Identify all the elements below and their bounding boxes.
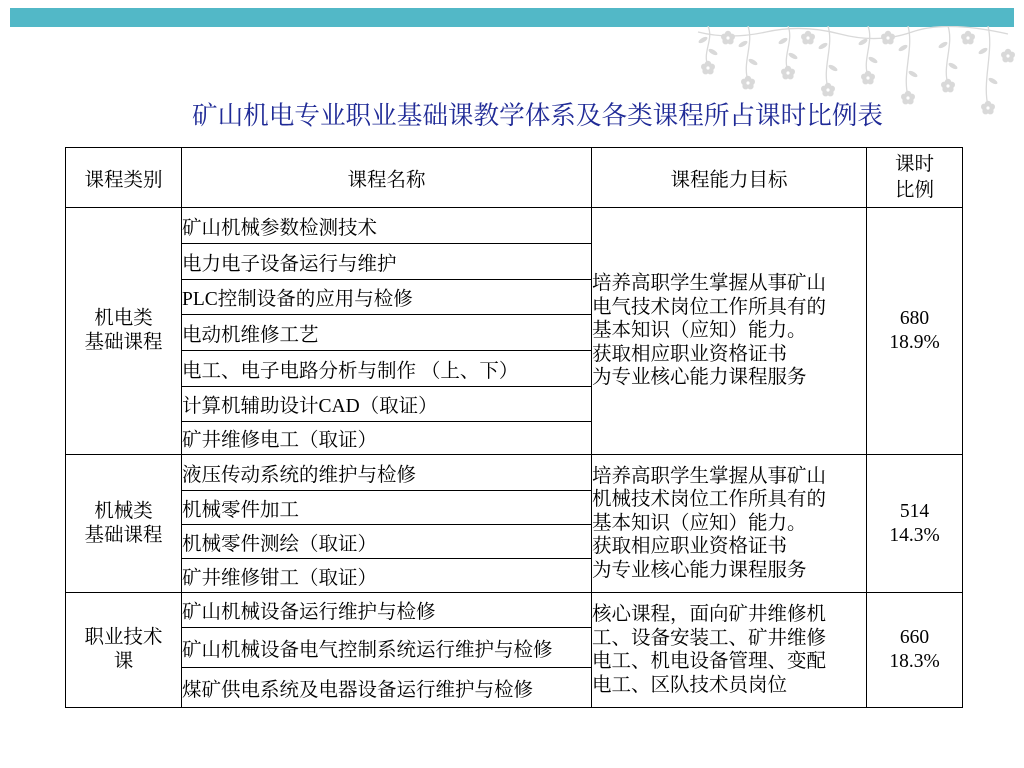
ability-goal-line: 工、设备安装工、矿井维修: [592, 627, 827, 649]
course-name-cell: 矿井维修电工（取证）: [182, 422, 592, 455]
hours-ratio-cell: [867, 455, 963, 593]
ability-goal-line: 获取相应职业资格证书: [592, 343, 788, 365]
course-name-cell: 电工、电子电路分析与制作 （上、下）: [182, 351, 592, 387]
course-name-cell: 煤矿供电系统及电器设备运行维护与检修: [182, 668, 592, 708]
course-name-cell: 矿山机械设备运行维护与检修: [182, 593, 592, 628]
ability-goal-cell: [592, 208, 867, 455]
course-name-cell: PLC控制设备的应用与检修: [182, 280, 592, 315]
category-label-line: 基础课程: [84, 524, 163, 546]
header-row: [66, 148, 963, 208]
ability-goal-line: 核心课程，面向矿井维修机: [592, 604, 827, 625]
course-name-cell: 矿山机械参数检测技术: [182, 208, 592, 244]
hours-value: 514: [899, 500, 930, 522]
table-row: [66, 208, 963, 244]
hours-ratio-cell: [867, 593, 963, 708]
ability-goal-cell: [592, 593, 867, 708]
category-cell: [66, 455, 182, 593]
category-label-line: 职业技术: [84, 627, 163, 648]
course-name-cell: 矿井维修钳工（取证）: [182, 559, 592, 593]
course-name-cell: 液压传动系统的维护与检修: [182, 455, 592, 491]
course-name-cell: 电力电子设备运行与维护: [182, 244, 592, 280]
ability-goal-line: 基本知识（应知）能力。: [592, 512, 807, 534]
table-row: [66, 455, 963, 491]
category-label-line: 基础课程: [84, 332, 163, 353]
header-hours-ratio-line: 比例: [894, 179, 934, 201]
accent-bar: [10, 8, 1014, 27]
ability-goal-line: 获取相应职业资格证书: [592, 536, 788, 558]
ability-goal-line: 电工、机电设备管理、变配: [592, 651, 827, 672]
ability-goal-line: 电工、区队技术员岗位: [592, 674, 788, 696]
hours-value: 660: [899, 627, 930, 648]
category-label-line: 机械类: [94, 500, 153, 522]
category-label-line: 课: [113, 651, 134, 672]
ability-goal-line: 电气技术岗位工作所具有的: [592, 296, 827, 318]
page-title: 矿山机电专业职业基础课教学体系及各类课程所占课时比例表: [191, 101, 884, 130]
header-hours-ratio-line: 课时: [894, 153, 934, 175]
ability-goal-line: 为专业核心能力课程服务: [592, 367, 807, 389]
ability-goal-line: 培养高职学生掌握从事矿山: [592, 273, 827, 295]
course-name-cell: 计算机辅助设计CAD（取证）: [182, 387, 592, 422]
course-name-cell: 电动机维修工艺: [182, 315, 592, 351]
category-cell: [66, 208, 182, 455]
ability-goal-cell: [592, 455, 867, 593]
hours-value: 680: [899, 308, 930, 329]
header-ability-goal: 课程能力目标: [592, 148, 867, 208]
course-name-cell: 矿山机械设备电气控制系统运行维护与检修: [182, 628, 592, 668]
hours-ratio-cell: [867, 208, 963, 455]
ratio-value: 14.3%: [889, 524, 940, 546]
ability-goal-line: 基本知识（应知）能力。: [592, 320, 807, 342]
ability-goal-line: 为专业核心能力课程服务: [592, 559, 807, 581]
category-label-line: 机电类: [94, 308, 153, 329]
course-hours-table: [65, 147, 963, 708]
ratio-value: 18.3%: [889, 651, 940, 672]
course-name-cell: 机械零件测绘（取证）: [182, 525, 592, 559]
table-row: [66, 593, 963, 628]
ratio-value: 18.9%: [889, 332, 940, 353]
ability-goal-line: 培养高职学生掌握从事矿山: [592, 465, 827, 487]
header-hours-ratio: [867, 148, 963, 208]
header-course-name: 课程名称: [182, 148, 592, 208]
course-name-cell: 机械零件加工: [182, 491, 592, 525]
header-category: 课程类别: [66, 148, 182, 208]
category-cell: [66, 593, 182, 708]
ability-goal-line: 机械技术岗位工作所具有的: [592, 489, 827, 511]
